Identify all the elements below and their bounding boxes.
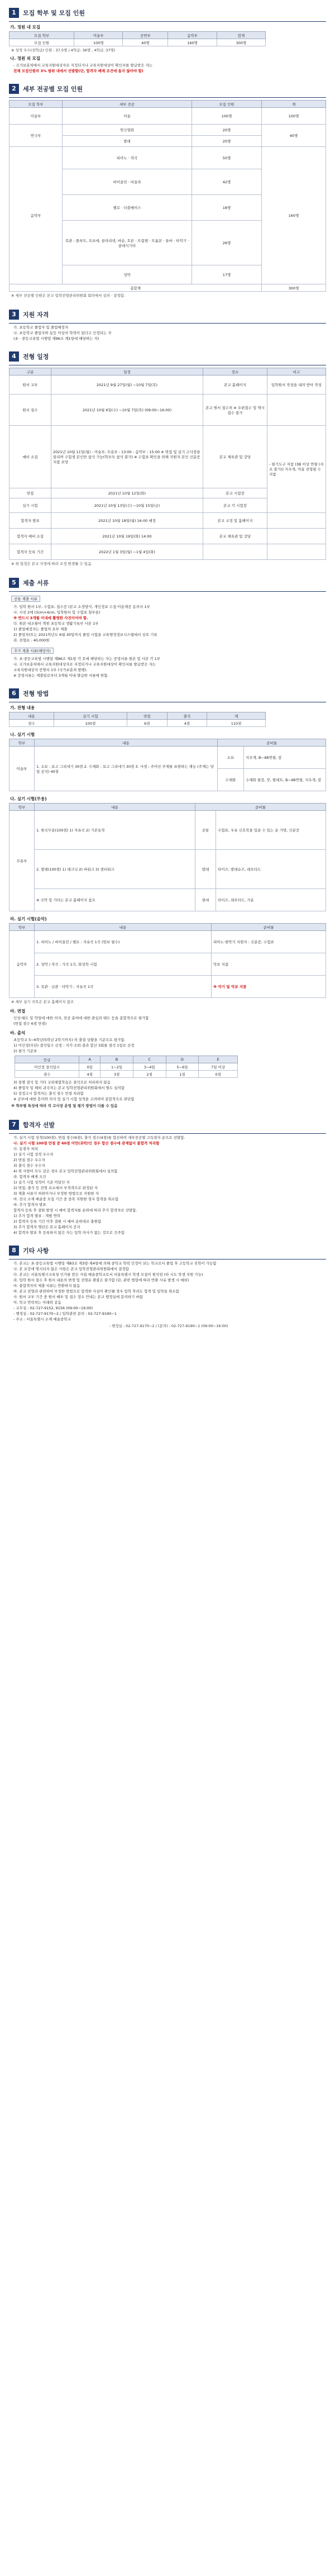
section-8 <box>9 1246 326 1329</box>
table-cell: 본교 체육관 및 강당 <box>203 529 267 544</box>
text-line: 4) 졸업자 및 해외 귀국자는 본교 입학전형관리위원회에서 별도 심의함 <box>13 1086 125 1090</box>
table-header: 계 <box>262 101 326 108</box>
text-line: 초등학교 5~6학년(5학년 2학기까지) 의 출결 상황을 기준으로 평가함. <box>13 1038 126 1042</box>
table-cell: 예비 소집 <box>9 426 51 488</box>
section-3-header <box>9 310 326 320</box>
table-cell: 성악 <box>63 265 192 284</box>
table-cell: 3점 <box>100 1071 133 1078</box>
text-line: 바. 본교 전형과 관련하여 부정한 방법으로 합격한 사실이 확인될 경우 입학 후라도 합격 및 입학을 취소함 <box>13 1289 179 1294</box>
music-exam-table <box>9 923 326 998</box>
extra-docs-tag: 추가 제출 서류(해당자) <box>11 648 54 654</box>
table-cell: 110점 <box>207 720 266 727</box>
paragraph <box>11 1037 326 1054</box>
table-cell: 소묘 <box>218 747 244 769</box>
table-cell: 본교 홈페이지 <box>203 376 267 395</box>
table-cell: 2021년 10월 11일(월) - 미술부, 무용부 : 13:00 - 음악부 : 15:00 ※ 면접 및 실기 고사장을 알리며 수험생 본인만 참석 가능(학부모 참석 불가) ※ 수험표 확인을 위해 지원자 본인 신분증 지참 요망 <box>51 426 203 488</box>
subheading: 가. 전형 내용 <box>10 705 35 710</box>
text-line: 마. 전국 소재 예술중 모집 기간 중 중복 지원한 경우 합격을 취소함 <box>13 1197 119 1201</box>
table-cell: 20명 <box>192 136 262 147</box>
table-cell: 타이즈, 발레슈즈, 레오타드 <box>216 850 326 889</box>
table-cell: 100점 <box>54 720 127 727</box>
subheading: 마. 면접 <box>10 1009 26 1014</box>
table-header: 면접 <box>127 712 168 720</box>
table-cell: 100명 <box>74 39 123 46</box>
table-cell: 18명 <box>192 195 262 221</box>
section-title: 전형 방법 <box>23 690 49 697</box>
text-line: (초 · 중등교육법 시행령 제96조 제1항에 해당하는 자) <box>13 336 99 341</box>
table-cell: 160명 <box>262 147 326 284</box>
quota-table <box>9 31 266 46</box>
note: ※ 성적 우수(전학급) 인원 : 37.5명 / 4학급: 36명 , 4학급: 37명) <box>11 48 116 53</box>
table-header: 학부 <box>9 804 35 811</box>
table-header: 구분 <box>9 368 51 376</box>
table-cell: 점수 <box>9 720 54 727</box>
table-cell: 2점 <box>133 1071 166 1078</box>
table-header: 비고 <box>267 368 326 376</box>
table-header: D <box>166 1056 199 1063</box>
text-line: 1) 졸업예정자는 졸업의 요부 제출 <box>13 627 68 631</box>
text-line: 전체 모집인원의 3% 범위 내에서 선발함(단, 합격자 배제 조건에 올지 않아야 함) <box>13 69 143 73</box>
table-cell: 첼로 · 더블베이스 <box>63 195 192 221</box>
table-cell: 40명 <box>123 39 168 46</box>
table-cell: ※ 국악 및 기타는 본교 홈페이지 참조 <box>35 889 195 911</box>
text-line: 나. 국가보훈처에서 교육지원대상자로 지정되거나 교육지원대상이 확인서를 발급받은 자는 <box>13 662 156 667</box>
text-line: 나. 본 요강에 명시되지 않은 사항은 본교 입학전형관리위원회에서 결정함 <box>13 1267 129 1271</box>
text-line: 다. 본교는 서울특별시교육청 인가를 받은 사립 예술중학교로서 서울특별시 학생 모집이 원칙임 (타 시도 학생 지원 가능) <box>13 1272 203 1277</box>
table-cell: 2021년 10월 13일(수) ~10월 15일(금) <box>51 498 203 513</box>
table-cell: 발레 <box>195 850 216 889</box>
table-cell: 점수 <box>15 1071 79 1078</box>
table-cell: 0일 <box>79 1063 100 1071</box>
table-cell: 공통 <box>195 811 216 850</box>
table-header: 준비물 <box>212 924 326 931</box>
table-cell: - 필기도구 지참 (3B 이상 연필 (샤프 불가)) 지우개, 미술 전형필 수 지참 <box>267 426 326 513</box>
schedule-table <box>9 368 326 560</box>
table-cell: 7일 이상 <box>199 1063 238 1071</box>
section-title: 전형 일정 <box>23 353 49 360</box>
text-line: 아. 학교 연락처는 아래와 같음 <box>13 1300 61 1305</box>
paragraph <box>11 1080 326 1102</box>
table-cell: 실기 시험 <box>9 498 51 513</box>
section-7 <box>9 1120 326 1235</box>
art-exam-table <box>9 739 326 791</box>
section-5 <box>9 578 326 678</box>
attendance-table <box>15 1056 238 1078</box>
table-cell: 연극부 <box>9 125 63 147</box>
text-line: ※ 증빙서류는 제출일로부터 3개월 이내 발급한 서류에 한함. <box>13 673 109 678</box>
major-quota-table <box>9 100 326 292</box>
text-line: 바. 추가 합격자 발표 <box>13 1203 46 1207</box>
text-line: 3) 제출 서류가 허위이거나 부정한 방법으로 지원한 자 <box>13 1191 99 1196</box>
text-line: (면접 점수 6점 만점) <box>13 1021 47 1026</box>
table-cell: 발레 <box>63 136 192 147</box>
section-5-header <box>9 578 326 588</box>
table-cell: 2022년 1월 3일(월) ~1월 4일(화) <box>51 544 203 560</box>
section-title: 모집 학부 및 모집 인원 <box>23 9 85 17</box>
table-cell: 피아노 · 작곡 <box>63 147 192 169</box>
table-cell: 수채화 물감, 붓, 팔레트, B~4B연필, 지우개, 칼 <box>244 769 326 791</box>
text-line: 1) 실기 시험 성적 우수자 <box>13 1152 54 1157</box>
table-header: 준비물 <box>218 739 326 747</box>
table-cell: 2021년 10월 6일(수) ~10월 7일(목) (09:00~16:00) <box>51 395 203 426</box>
table-cell: 타이즈, 레오타드, 가운 <box>216 889 326 911</box>
text-line: 3) 질병 결석 및 기타 교외체험학습은 결석으로 처리하지 않음 <box>13 1080 111 1085</box>
table-cell: 17명 <box>192 265 262 284</box>
table-cell: ※ 악기 및 악보 지참 <box>212 976 326 998</box>
table-header: 내용 <box>9 712 54 720</box>
table-cell: 합격자 예비 소집 <box>9 529 51 544</box>
table-cell: 1. 피아노 / 바이올린 / 첼로 : 자유곡 1곡 (암보 필수) <box>35 931 212 953</box>
section-7-header <box>9 1120 326 1130</box>
text-line: 가. 본교는 초·중등교육법 시행령 제83조 제3항·제4항에 의해 중학교 학력 인정이 되는 학교로서 졸업 후 고등학교 진학이 가능함 <box>13 1261 217 1266</box>
table-cell: 합격자 등록 기간 <box>9 544 51 560</box>
note: ※ 세부 실기 곡목은 본교 홈페이지 참조 <box>11 1000 74 1004</box>
section-number: 4 <box>9 351 19 362</box>
table-cell: 2021년 10월 12일(화) <box>51 488 203 498</box>
text-line: 다. 원본 대조필이 찍힌 초등학교 생활기록부 사본 1부 <box>13 621 99 626</box>
table-header: C <box>133 1056 166 1063</box>
section-number: 3 <box>9 310 19 320</box>
table-cell <box>267 513 326 529</box>
section-1-header <box>9 8 326 18</box>
table-cell: 100명 <box>192 108 262 125</box>
table-header: 내용 <box>35 804 195 811</box>
section-2 <box>9 84 326 298</box>
table-header: 공연부 <box>123 32 168 39</box>
text-line: 5) 검정고시 합격자는 출석 점수 만점 처리함 <box>13 1091 84 1096</box>
note: ※ 위 일정은 본교 사정에 따라 조정 변경될 수 있음. <box>11 562 93 566</box>
table-header: 모집 인원 <box>192 101 262 108</box>
table-cell: 입학원서 작성을 내려 받아 작성 <box>267 376 326 395</box>
text-line: 합격자 등록 후 결원 발생 시 예비 합격자를 순위에 따라 추가 합격자로 선발함. <box>13 1208 137 1213</box>
table-header: 내용 <box>35 924 212 931</box>
section-8-header <box>9 1246 326 1256</box>
table-header: 학부 <box>9 924 35 931</box>
table-cell: 40명 <box>262 125 326 147</box>
table-cell: 300명 <box>217 39 265 46</box>
table-header: 등급 <box>15 1056 79 1063</box>
table-cell: 6점 <box>127 720 168 727</box>
table-cell: 2021년 9월 27일(월) ~10월 7일(목) <box>51 376 203 395</box>
text-line: 1) 추가 합격 발표 : 개별 연락 <box>13 1214 61 1218</box>
text-line: 나. 실기 시험 100점 만점 중 60점 미만(과락)인 경우 합산 점수에 관계없이 불합격 처리함 <box>13 1141 160 1146</box>
subheading: 가. 정원 내 모집 <box>10 25 41 30</box>
table-header: 일정 <box>51 368 203 376</box>
table-cell: 본교 각 시험장 <box>203 498 267 513</box>
table-cell: 면접 <box>9 488 51 498</box>
section-number: 5 <box>9 578 19 588</box>
text-line: - 주소 : 서울특별시 소재 예술중학교 <box>13 1317 71 1322</box>
admission-guide <box>9 0 326 1329</box>
table-header: 모집 학부 <box>9 32 74 39</box>
table-header: 미술부 <box>74 32 123 39</box>
table-cell <box>267 529 326 544</box>
table-cell: 5~6일 <box>166 1063 199 1071</box>
table-cell <box>267 544 326 560</box>
text-line: 라. 전형료 : 40,000원 <box>13 638 50 643</box>
table-cell: 현대 <box>195 889 216 911</box>
text-line: 다. 동점자 처리 <box>13 1147 38 1151</box>
subheading: 나. 정원 외 모집 <box>10 56 41 61</box>
section-6-header <box>9 688 326 698</box>
text-line: - 교무실 : 02-727-9152, 9156 (09:00~16:00) <box>13 1306 93 1310</box>
table-cell: 미인정 결석일수 <box>15 1063 79 1071</box>
text-line: - 국가보훈처에서 교육지원대상자로 지정되거나 교육지원대상이 확인서를 발급받은 자는 <box>13 63 153 68</box>
text-line: 4) 위 사항이 모두 같은 경우 본교 입학전형관리위원회에서 심의함 <box>13 1169 118 1173</box>
note: ※ 세부 전공별 인원은 본교 입학전형관리위원회 회의에서 심의 · 결정함. <box>11 293 125 298</box>
table-cell: 160명 <box>168 39 217 46</box>
section-number: 8 <box>9 1246 19 1256</box>
text-line: 1) 실기 시험 성적이 기준 미달인 자 <box>13 1180 70 1185</box>
table-cell: 1. 소묘 : 보고 그리네기 30점 2. 수채화 : 보고 그리네기 30점 3. 사생 : 주어진 주제를 표현하는 재능 (주제는 당일 공지) 40점 <box>35 747 218 791</box>
text-line: 마. 불합격자의 제출 서류는 반환하지 않음 <box>13 1284 80 1288</box>
text-line: 2) 면접, 출석 등 전형 요소에서 부적격으로 판정된 자 <box>13 1186 98 1190</box>
text-line: 2) 면접 점수 우수자 <box>13 1158 45 1162</box>
table-cell: 2. 발레(100점) 1) 테크닉 2) 바워크 3) 센터워크 <box>35 850 195 889</box>
table-cell: 42명 <box>192 169 262 195</box>
text-line: ※ 반드시 3개월 이내에 촬영한 사진이어야 함. <box>13 616 88 620</box>
table-cell: 음악부 <box>9 931 35 998</box>
section-title: 제출 서류 <box>23 579 49 587</box>
section-6 <box>9 688 326 1109</box>
text-line: 1) 미인정(무단) 결석일수 산정 : 지각·조퇴·결과 합산 3회를 결석 1일로 산정 <box>13 1043 135 1048</box>
score-table <box>9 712 266 727</box>
text-line: 가. 초·중등교육법 시행령 제96조 제1항 각 호에 해당하는 자는 증빙서류 원본 및 사본 각 1부 <box>13 657 161 661</box>
text-line: ※ 공부에 대한 흥미와 의지 및 실기 시험 성적을 고려하여 종합적으로 판단함 <box>13 1097 135 1101</box>
paragraph <box>11 1015 326 1026</box>
table-cell: 26명 <box>192 221 262 265</box>
table-cell: 목관 : 플루트, 오보에, 클라리넷, 바순, 호른 · 트럼펫 · 트롬본 · 튜바 · 타악기 · 클래식기타 <box>63 221 192 265</box>
paragraph <box>11 1261 326 1322</box>
table-header: 학부 <box>9 739 35 747</box>
section-number: 6 <box>9 688 19 698</box>
table-cell: 본교 체육관 및 강당 <box>203 426 267 488</box>
table-cell: 본교 원서 접수처 ※ 우편접수 및 택시 접수 불가 <box>203 395 267 426</box>
table-header: B <box>100 1056 133 1063</box>
text-line: 가. 초등학교 졸업자 및 졸업예정자 <box>13 325 69 330</box>
text-line: - 행정실 : 02-727-9170~2 / 입학관련 문의 : 02-727-9190~1 <box>13 1311 117 1316</box>
table-header: 장소 <box>203 368 267 376</box>
section-number: 7 <box>9 1120 19 1130</box>
table-cell: 음악부 <box>9 147 63 284</box>
text-line: 2) 졸업자(또는 2021학년도 6월 30일까지 졸업 시험을 교육행정정보시스템에서 상호 기록 <box>13 633 157 637</box>
text-line: 2) 평가 기준표 <box>13 1049 37 1053</box>
section-title: 세부 전공별 모집 인원 <box>23 85 83 93</box>
common-docs-tag: 공통 제출 서류 <box>11 596 40 602</box>
table-cell: 1. 한국무용(100점) 1) 자유곡 2) 기본동작 <box>35 811 195 850</box>
table-cell: 3. 목관 · 금관 · 타악기 : 자유곡 1곡 <box>35 976 212 998</box>
paragraph <box>11 604 326 643</box>
table-header: 출석 <box>167 712 207 720</box>
table-cell: 4점 <box>79 1071 100 1078</box>
table-cell: 악보 지참 <box>212 953 326 976</box>
table-cell: 연극영화 <box>63 125 192 136</box>
table-cell <box>267 395 326 426</box>
table-cell: 무용부 <box>9 811 35 911</box>
table-cell: 지우개, B~4B연필, 칼 <box>244 747 326 769</box>
text-line: 나. 초등학교 졸업자와 동등 이상의 학력이 있다고 인정되는 자 <box>13 331 112 335</box>
table-header: 준비물 <box>195 804 326 811</box>
paragraph <box>11 656 326 678</box>
table-cell: 모집 인원 <box>9 39 74 46</box>
section-4-header <box>9 351 326 362</box>
subheading: 다. 실기 시험(무용) <box>10 796 47 801</box>
subheading: 바. 출석 <box>10 1030 26 1035</box>
table-cell: 미술부 <box>9 108 63 125</box>
text-line: 라. 입학 원서 접수 후 원서 내용의 변경 및 전형료 환불은 불가함 (단, 관련 법령에 따라 반환 사유 발생 시 예외) <box>13 1278 189 1282</box>
table-cell: 총합계 <box>9 284 262 292</box>
table-cell <box>203 544 267 560</box>
section-1 <box>9 8 326 74</box>
paragraph <box>11 325 326 341</box>
table-cell: 1~2일 <box>100 1063 133 1071</box>
table-cell: 원서 접수 <box>9 395 51 426</box>
text-line: 교육지원대상자 증명서 1부 (국가보훈처 발행). <box>13 668 88 672</box>
subheading: 나. 실기 시험 <box>10 732 35 737</box>
table-header: 합계 <box>217 32 265 39</box>
table-cell: 2. 성악 / 작곡 : 가곡 1곡, 화성학 시험 <box>35 953 212 976</box>
section-4 <box>9 351 326 567</box>
section-2-header <box>9 84 326 94</box>
table-cell: 1점 <box>166 1071 199 1078</box>
table-cell: 미술부 <box>9 747 35 791</box>
table-cell: 합격자 발표 <box>9 513 51 529</box>
paragraph <box>11 63 326 74</box>
section-number: 1 <box>9 8 19 18</box>
footer-contact: - 행정실 : 02-727-9170~2 / (문의) : 02-727-9190~1 (09:00~16:00) <box>109 1324 228 1328</box>
text-line: 4) 합격자 발표 후 등록하지 않은 자는 입학 의사가 없는 것으로 간주함 <box>13 1230 125 1235</box>
text-line: 3) 추가 합격자 명단은 본교 홈페이지 공지 <box>13 1225 80 1229</box>
table-cell: 2021년 10월 19일(화) 14:00 <box>51 529 203 544</box>
table-header: 계 <box>207 712 266 720</box>
text-line: 2) 합격자 등록 기간 이후 결원 시 예비 순위대로 충원함 <box>13 1219 102 1224</box>
table-cell: 3~4일 <box>133 1063 166 1071</box>
text-line: 사. 원서 교부 기간 중 원서 배부 및 접수 장소 안내는 본교 행정실에 문의하기 바람 <box>13 1295 143 1299</box>
table-cell: 2021년 10월 18일(월) 16:00 예정 <box>51 513 203 529</box>
table-header: 세부 전공 <box>63 101 192 108</box>
text-line: 가. 실기 시험 성적(100점), 면접 점수(6점), 출석 점수(4점)를 합산하여 세부전공별 고득점자 순으로 선발함. <box>13 1135 185 1140</box>
table-cell: 100명 <box>262 108 326 125</box>
text-line: 라. 합격자 배제 조건 <box>13 1175 46 1179</box>
table-header: A <box>79 1056 100 1063</box>
table-cell: 본교 교정 및 홈페이지 <box>203 513 267 529</box>
text-line: 나. 사진 2매 (3cm×4cm, 입학원서 및 수험표 첨부용) <box>13 610 100 615</box>
table-cell: 바이올린 · 비올라 <box>63 169 192 195</box>
section-title: 기타 사항 <box>23 1247 49 1254</box>
table-cell: 4점 <box>167 720 207 727</box>
text-line: 가. 입학 원서 1부, 수험표, 접수증 (본교 소정양식, 개인정보 수집·이용제공 동의서 1부 <box>13 605 150 609</box>
table-header: 모집 학부 <box>9 101 63 108</box>
section-3 <box>9 310 326 341</box>
text-line: 3) 출석 점수 우수자 <box>13 1163 45 1168</box>
text-line: 인성·태도 및 학업에 대한 의지, 전공 분야에 대한 관심과 태도 등을 종합적으로 평가함 <box>13 1016 149 1020</box>
table-cell: 20명 <box>192 125 262 136</box>
table-cell: 수채화 <box>218 769 244 791</box>
table-cell: 본교 시험장 <box>203 488 267 498</box>
section-title: 합격자 선발 <box>23 1121 55 1129</box>
paragraph <box>11 1135 326 1235</box>
table-header: 실기 시험 <box>54 712 127 720</box>
table-cell: 0점 <box>199 1071 238 1078</box>
table-cell: 300명 <box>262 284 326 292</box>
table-cell: 원서 교부 <box>9 376 51 395</box>
dance-exam-table <box>9 803 326 911</box>
section-number: 2 <box>9 84 19 94</box>
table-cell: 50명 <box>192 147 262 169</box>
note: ※ 학부별 특성에 따라 각 고사장 운영 및 평가 방법이 다를 수 있음 <box>11 1104 118 1108</box>
table-header: 음악부 <box>168 32 217 39</box>
section-title: 지원 자격 <box>23 311 49 319</box>
table-cell: 수험표, 우유 신호복을 입을 수 있는 운 가방, 신분증 <box>216 811 326 850</box>
subheading: 라. 실기 시험(음악) <box>10 916 47 921</box>
table-cell: 피아노·현악기 지원자 : 신분증, 수험표 <box>212 931 326 953</box>
table-header: 내용 <box>35 739 218 747</box>
table-cell: 미술 <box>63 108 192 125</box>
table-header: E <box>199 1056 238 1063</box>
